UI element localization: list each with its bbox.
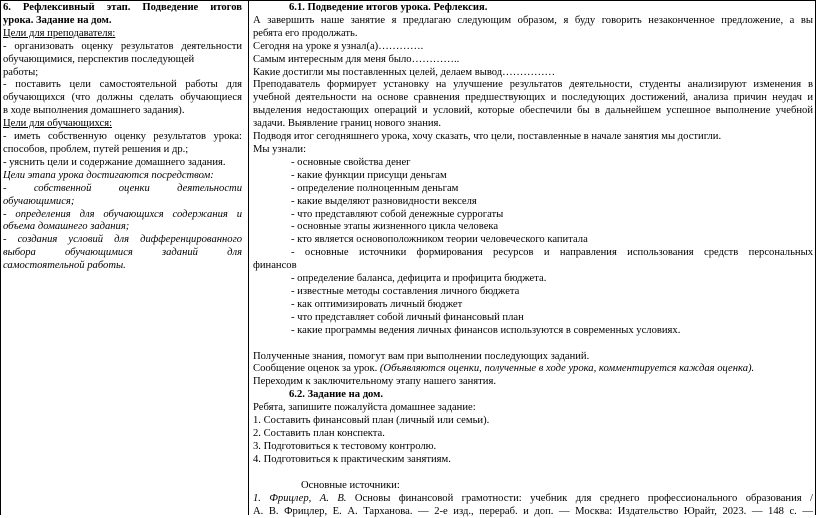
stage-heading-line-1: 6. Рефлексивный этап. Подведение итогов bbox=[3, 2, 242, 13]
teacher-goal-1-line-2: обучающимися, перспектив последующей bbox=[3, 53, 195, 65]
student-goal-1-line-1: - иметь собственную оценку результатов урока: bbox=[3, 131, 242, 143]
sources-title: Основные источники: bbox=[301, 479, 400, 491]
teacher-goal-2-line-3: в ходе выполнения домашнего задания). bbox=[3, 105, 185, 117]
learned-item-8-line-2: финансов bbox=[253, 260, 297, 272]
section-title-homework: 6.2. Задание на дом. bbox=[289, 389, 384, 401]
prompt-interesting: Самым интересным для меня было………….. bbox=[253, 53, 460, 65]
table-left-border bbox=[0, 0, 1, 515]
learned-item-2: - какие функции присущи деньгам bbox=[291, 169, 447, 181]
source-1-line-2: А. В. Фрицлер, Е. А. Тарханова. — 2-е изд., перераб. и доп. — Москва: Издательство Юрайт, 2023. — 148 с. — bbox=[253, 505, 813, 517]
student-goals-title: Цели для обучающихся: bbox=[3, 118, 113, 130]
learned-item-4: - какие выделяют разновидности векселя bbox=[291, 195, 477, 207]
blank-line bbox=[253, 338, 813, 351]
teacher-paragraph-line-4: задачи. Выявление границ нового знания. bbox=[253, 118, 442, 130]
intro-line-2: ребята его продолжать. bbox=[253, 27, 358, 39]
homework-item-3: 3. Подготовиться к тестовому контролю. bbox=[253, 440, 437, 452]
source-1-line-1 bbox=[253, 493, 813, 506]
stage-description-column bbox=[3, 2, 242, 273]
prompt-learned: Сегодня на уроке я узнал(а)…………. bbox=[253, 40, 424, 52]
means-1-line-1: - собственной оценки деятельности bbox=[3, 182, 242, 194]
learned-item-1: - основные свойства денег bbox=[291, 156, 411, 168]
teacher-goal-2-line-1: - поставить цели самостоятельной работы для bbox=[3, 79, 242, 91]
student-goal-1-line-2: способов, проблем, путей решения и др.; bbox=[3, 143, 189, 155]
blank-line bbox=[253, 467, 813, 480]
means-2-line-2: объема домашнего задания; bbox=[3, 221, 130, 233]
learned-item-10: - известные методы составления личного бюджета bbox=[291, 285, 520, 297]
means-1-line-2: обучающимися; bbox=[3, 195, 75, 207]
means-3-line-3: самостоятельной работы. bbox=[3, 260, 126, 272]
learned-item-9: - определение баланса, дефицита и профицита бюджета. bbox=[291, 273, 547, 285]
learned-item-7: - кто является основоположником теории человеческого капитала bbox=[291, 234, 588, 246]
grades-lead: Сообщение оценок за урок. bbox=[253, 363, 378, 375]
table-top-border bbox=[0, 0, 816, 1]
stage-heading-line-2: урока. Задание на дом. bbox=[3, 14, 112, 26]
homework-item-1: 1. Составить финансовый план (личный или семьи). bbox=[253, 415, 490, 427]
teacher-goals-title: Цели для преподавателя: bbox=[3, 27, 116, 39]
learned-intro: Мы узнали: bbox=[253, 143, 307, 155]
teacher-goal-2-line-2: обучающихся (что должны сделать обучающиеся bbox=[3, 92, 242, 104]
homework-item-4: 4. Подготовиться к практическим занятиям. bbox=[253, 453, 451, 465]
section-title-reflection: 6.1. Подведение итогов урока. Рефлексия. bbox=[289, 2, 488, 13]
means-3-line-1: - создания условий для дифференцированного bbox=[3, 234, 242, 246]
teacher-paragraph-line-3: выделения недостающих операций и условий, которые обеспечили бы в дальнейшем успешное выполнение учебной bbox=[253, 105, 813, 117]
learned-item-12: - что представляет собой личный финансовый план bbox=[291, 311, 524, 323]
learned-item-6: - основные этапы жизненного цикла человека bbox=[291, 221, 499, 233]
intro-line-1: А завершить наше занятие я предлагаю следующим образом, я буду говорить незаконченное предложение, а вы bbox=[253, 14, 813, 26]
grades-comment: (Объявляются оценки, полученные в ходе урока, комментируется каждая оценка). bbox=[379, 363, 755, 375]
stage-content-column bbox=[253, 2, 813, 518]
means-2-line-1: - определения для обучающихся содержания и bbox=[3, 208, 242, 220]
learned-item-5: - что представляют собой денежные суррогаты bbox=[291, 208, 504, 220]
homework-intro: Ребята, запишите пожалуйста домашнее задание: bbox=[253, 402, 476, 414]
knowledge-line: Полученные знания, помогут вам при выполнении последующих заданий. bbox=[253, 350, 590, 362]
learned-item-8-line-1: - основные источники формирования ресурсов и направления использования средств персональных bbox=[291, 247, 813, 259]
source-1-title: Основы финансовой грамотности: учебник для среднего профессионального образования / bbox=[346, 492, 813, 504]
prompt-goals-achieved: Какие достигли мы поставленных целей, делаем вывод…………… bbox=[253, 66, 556, 78]
grades-line bbox=[253, 363, 813, 376]
summary-line: Подводя итог сегодняшнего урока, хочу сказать, что цели, поставленные в начале занятия мы достигли. bbox=[253, 131, 722, 143]
source-1-author: 1. Фрицлер, А. В. bbox=[253, 492, 347, 504]
means-3-line-2: выбора обучающимися заданий для bbox=[3, 247, 242, 259]
learned-item-3: - определение полноценным деньгам bbox=[291, 182, 459, 194]
teacher-paragraph-line-2: учебной деятельности на основе сравнения предшествующих и последующих достижений, анализа причин неудач и bbox=[253, 92, 813, 104]
teacher-goal-1-line-1: - организовать оценку результатов деятельности bbox=[3, 40, 242, 52]
learned-item-13: - какие программы ведения личных финансов используются в современных условиях. bbox=[291, 324, 681, 336]
transition-line: Переходим к заключительному этапу нашего занятия. bbox=[253, 376, 496, 388]
homework-item-2: 2. Составить план конспекта. bbox=[253, 428, 385, 439]
student-goal-2: - уяснить цели и содержание домашнего задания. bbox=[3, 156, 226, 168]
teacher-goal-1-line-3: работы; bbox=[3, 66, 39, 78]
learned-item-11: - как оптимизировать личный бюджет bbox=[291, 298, 463, 310]
means-intro: Цели этапа урока достигаются посредством: bbox=[3, 169, 214, 181]
teacher-paragraph-line-1: Преподаватель формирует установку на улучшение результатов деятельности, студенты анализируют изменения в bbox=[253, 79, 813, 91]
column-divider bbox=[248, 0, 249, 515]
